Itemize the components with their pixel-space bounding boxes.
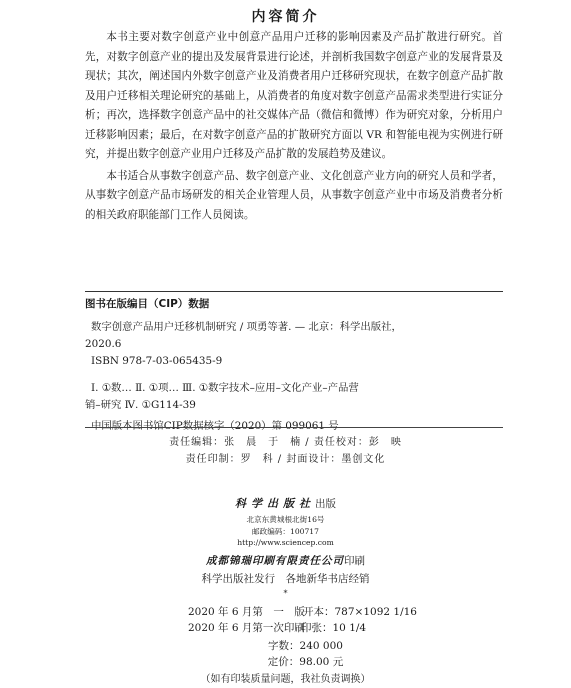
- page-title: 内容简介: [251, 9, 320, 25]
- distribution-line: 科学出版社发行 各地新华书店经销: [201, 573, 370, 585]
- publisher-postcode: 邮政编码：100717: [252, 527, 319, 536]
- format-info: 开本：787×1092 1/16: [303, 606, 417, 618]
- sheets-info: 印张：10 1/4: [301, 622, 367, 634]
- printer-line: [0, 553, 571, 568]
- price: 定价：98.00 元: [267, 656, 344, 668]
- divider-top: [85, 291, 503, 292]
- summary-paragraph: 本书适合从事数字创意产品、数字创意产业、文化创意产业方向的研究人员和学者，从事数字创意产品市场研发的相关企业管理人员，从事数字创意产业中市场及消费者分析的相关政府职能部门工作人员阅读。: [85, 169, 503, 221]
- separator-asterisk: *: [283, 589, 288, 598]
- cip-isbn: ISBN 978-7-03-065435-9: [91, 355, 223, 367]
- edition-row: [188, 604, 417, 619]
- cip-record-number: 中国版本图书馆CIP数据核字（2020）第 099061 号: [91, 420, 339, 432]
- publisher-suffix: 出版: [315, 498, 336, 510]
- cip-heading: 图书在版编目（CIP）数据: [85, 298, 210, 310]
- publisher-website: http://www.sciencep.com: [237, 538, 334, 547]
- staff-editors: 责任编辑：张 晨 于 楠 / 责任校对：彭 映: [169, 437, 402, 448]
- cip-classification: 销–研究 Ⅳ. ①G114-39: [85, 399, 196, 411]
- summary-paragraph: 本书主要对数字创意产业中创意产品用户迁移的影响因素及产品扩散进行研究。首先，对数字创意产业的提出及发展背景进行论述，并剖析我国数字创意产业的发展背景及现状；其次，阐述国内外数字创意产业及消费者用户迁移研究现状，在数字创意产品扩散及用户迁移相关理论研究的基础上，从消费者的角度对数字创意产品需求类型进行实证分析；再次，选择数字创意产品中的社交媒体产品（微信和微博）作为研究对象，分析用户迁移影响因素；最后，在对数字创意产品的扩散研究方面以 VR 和智能电视为实例进行研究，并提出数字创意产业用户迁移及产品扩散的发展趋势及建议。: [85, 31, 503, 160]
- printer-name: 成都锦瑞印刷有限责任公司: [206, 555, 344, 567]
- edition-info: 2020 年 6 月第 一 版: [188, 606, 305, 618]
- staff-production: 责任印制：罗 科 / 封面设计：墨创文化: [185, 454, 386, 465]
- quality-notice: （如有印装质量问题，我社负责调换）: [200, 674, 371, 685]
- publisher-logo-text: 科学出版社: [235, 497, 315, 510]
- cip-line: 数字创意产品用户迁移机制研究 / 项勇等著. — 北京：科学出版社，: [91, 321, 402, 333]
- cip-block: [85, 296, 503, 435]
- printing-row: [188, 620, 367, 635]
- cip-classification: Ⅰ. ①数… Ⅱ. ①项… Ⅲ. ①数字技术–应用–文化产业–产品营: [91, 382, 359, 394]
- printing-info: 2020 年 6 月第一次印刷: [188, 622, 305, 634]
- content-summary: [85, 28, 503, 227]
- divider-bottom: [85, 427, 503, 428]
- word-count: 字数：240 000: [268, 640, 343, 652]
- publisher-address: 北京东黄城根北街16号: [246, 515, 325, 524]
- printer-suffix: 印刷: [344, 555, 365, 567]
- cip-line: 2020.6: [85, 338, 122, 350]
- publisher-line: [0, 495, 571, 511]
